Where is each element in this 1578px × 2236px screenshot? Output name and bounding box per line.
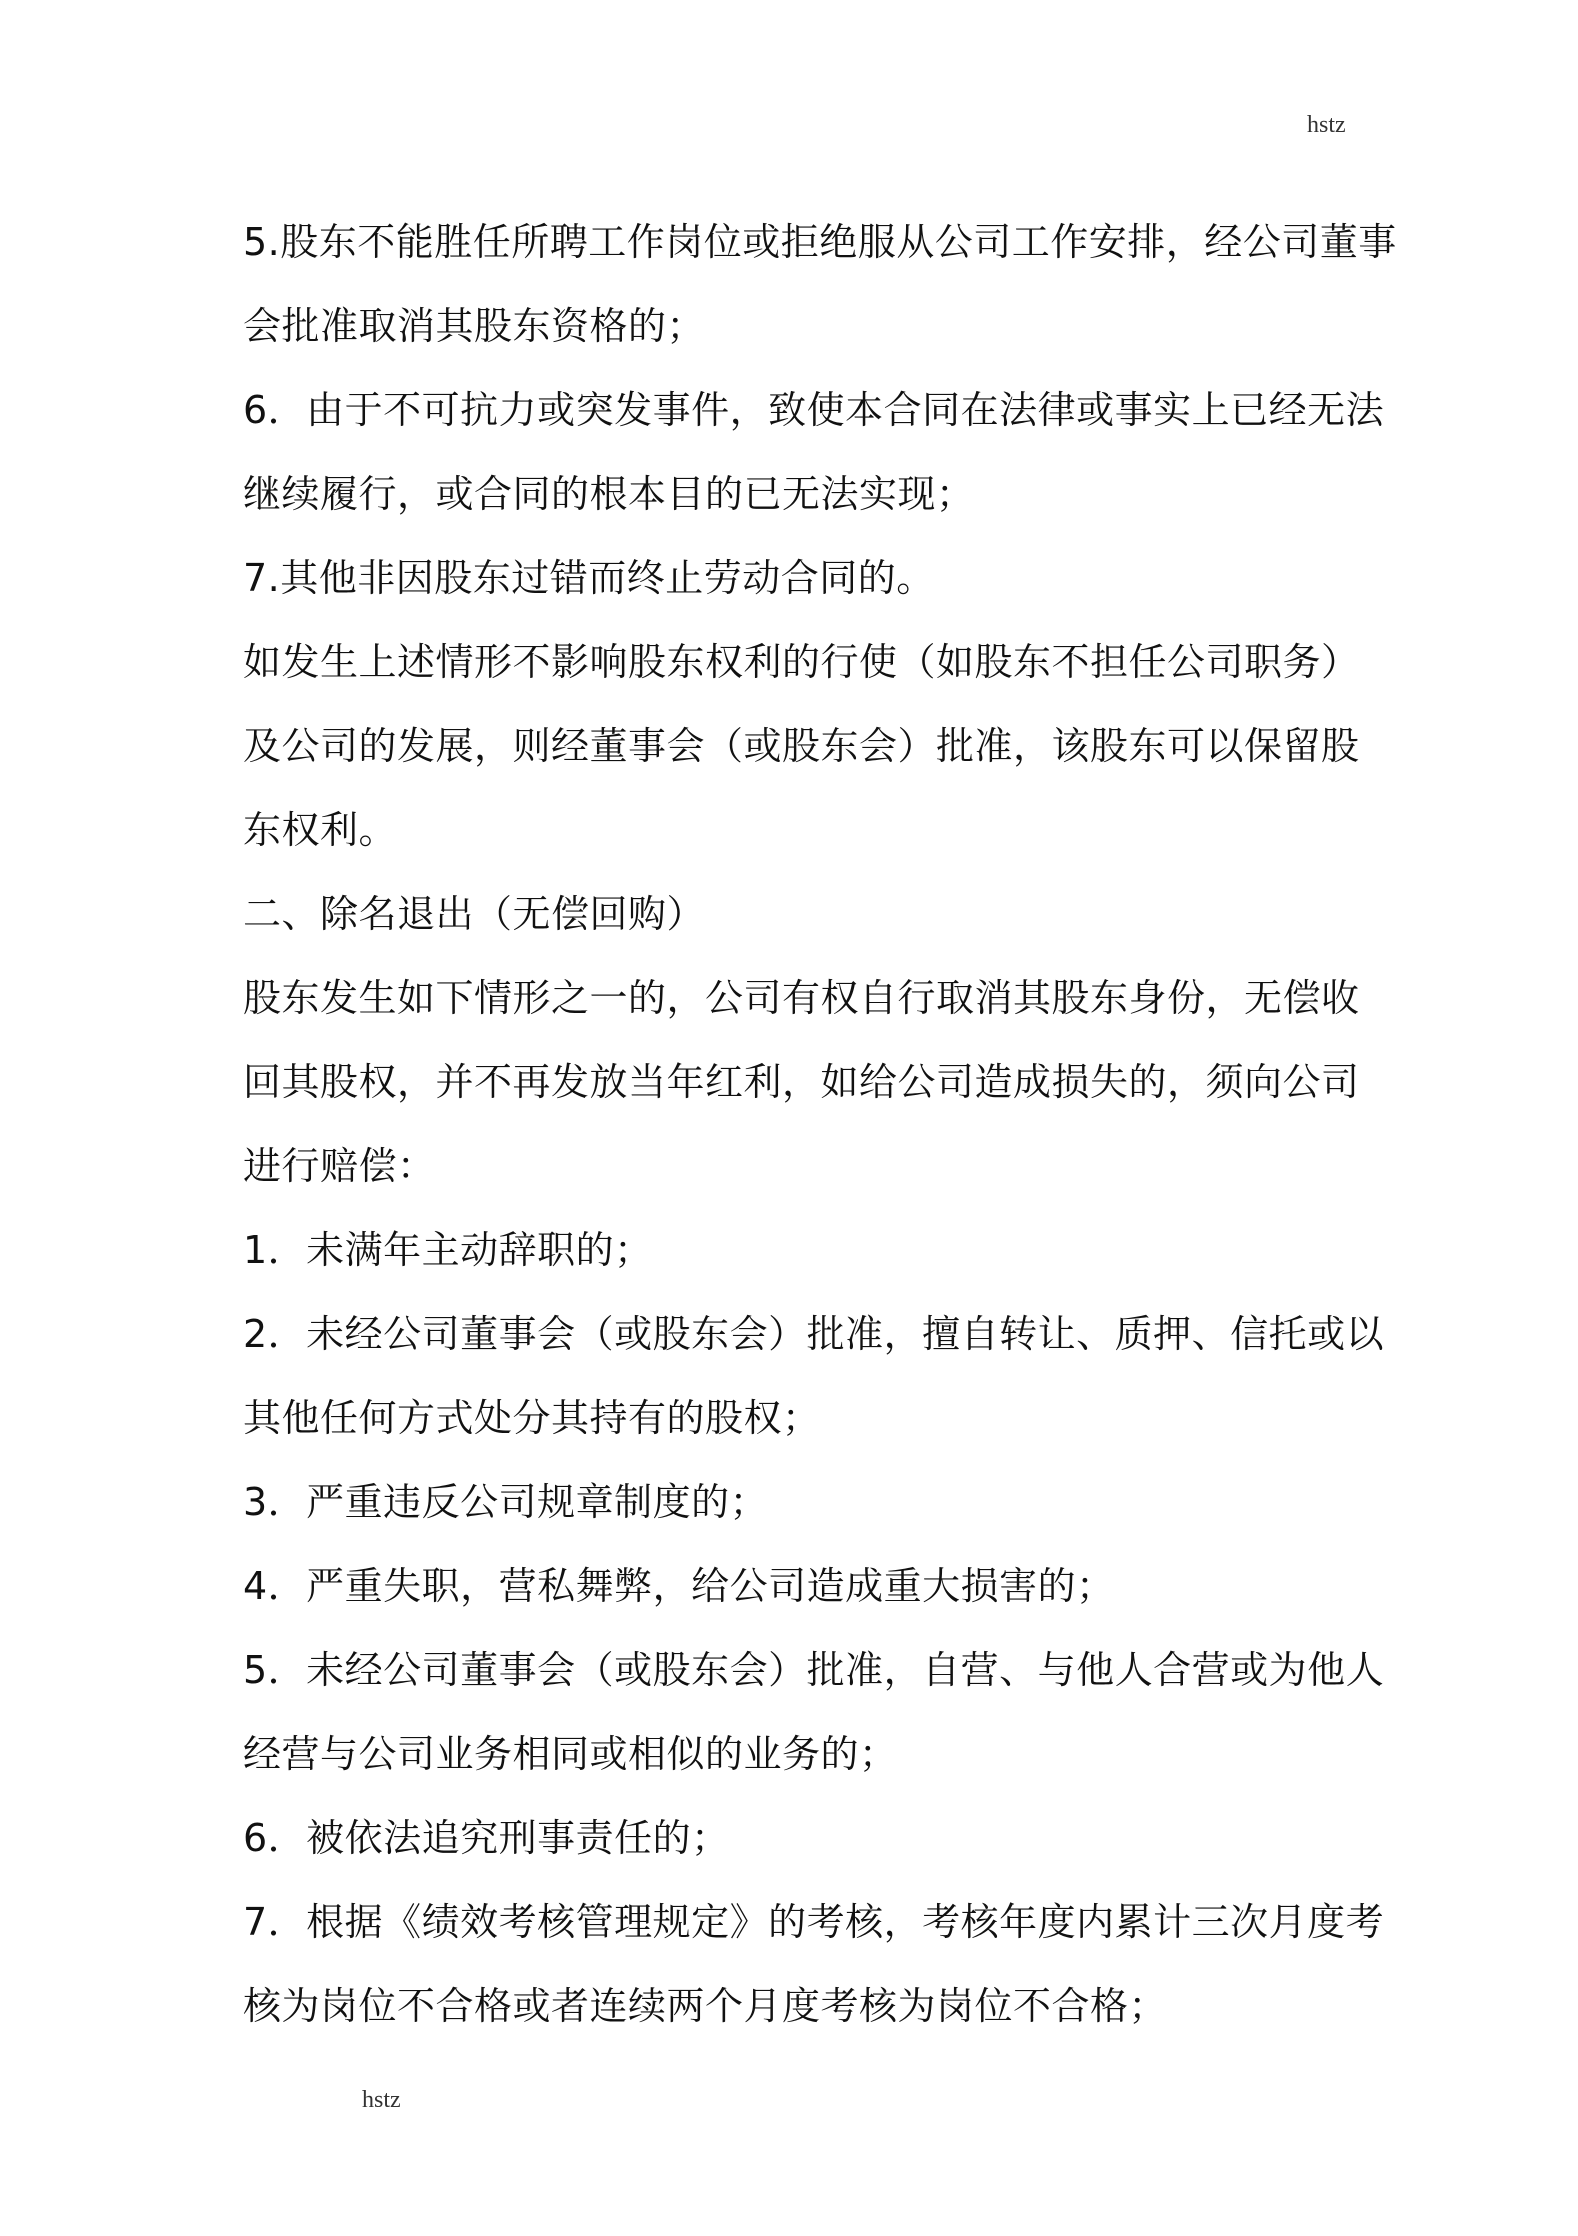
text-line: 继续履行，或合同的根本目的已无法实现； <box>243 472 975 516</box>
section-heading: 二、除名退出（无偿回购） <box>243 892 706 936</box>
text-line: 7.其他非因股东过错而终止劳动合同的。 <box>243 556 935 600</box>
list-item-continuation: 其他任何方式处分其持有的股权； <box>243 1396 821 1440</box>
list-item: 7．根据《绩效考核管理规定》的考核，考核年度内累计三次月度考 <box>243 1900 1385 1944</box>
text-line: 5.股东不能胜任所聘工作岗位或拒绝服从公司工作安排，经公司董事 <box>243 220 1397 264</box>
list-item-continuation: 核为岗位不合格或者连续两个月度考核为岗位不合格； <box>243 1984 1168 2028</box>
text-line: 股东发生如下情形之一的，公司有权自行取消其股东身份，无偿收 <box>243 976 1360 1020</box>
list-item-continuation: 经营与公司业务相同或相似的业务的； <box>243 1732 898 1776</box>
list-item: 5．未经公司董事会（或股东会）批准，自营、与他人合营或为他人 <box>243 1648 1385 1692</box>
header-watermark: hstz <box>1307 112 1346 138</box>
list-item: 1．未满年主动辞职的； <box>243 1228 653 1272</box>
list-item: 6．被依法追究刑事责任的； <box>243 1816 730 1860</box>
text-line: 进行赔偿： <box>243 1144 436 1188</box>
list-item: 4．严重失职，营私舞弊，给公司造成重大损害的； <box>243 1564 1115 1608</box>
text-line: 6．由于不可抗力或突发事件，致使本合同在法律或事实上已经无法 <box>243 388 1385 432</box>
text-line: 东权利。 <box>243 808 398 852</box>
footer-watermark: hstz <box>362 2087 401 2113</box>
text-line: 如发生上述情形不影响股东权利的行使（如股东不担任公司职务） <box>243 640 1360 684</box>
text-line: 会批准取消其股东资格的； <box>243 304 706 348</box>
document-body <box>243 200 1397 2048</box>
text-line: 及公司的发展，则经董事会（或股东会）批准，该股东可以保留股 <box>243 724 1360 768</box>
list-item: 2．未经公司董事会（或股东会）批准，擅自转让、质押、信托或以 <box>243 1312 1385 1356</box>
list-item: 3．严重违反公司规章制度的； <box>243 1480 769 1524</box>
text-line: 回其股权，并不再发放当年红利，如给公司造成损失的，须向公司 <box>243 1060 1360 1104</box>
